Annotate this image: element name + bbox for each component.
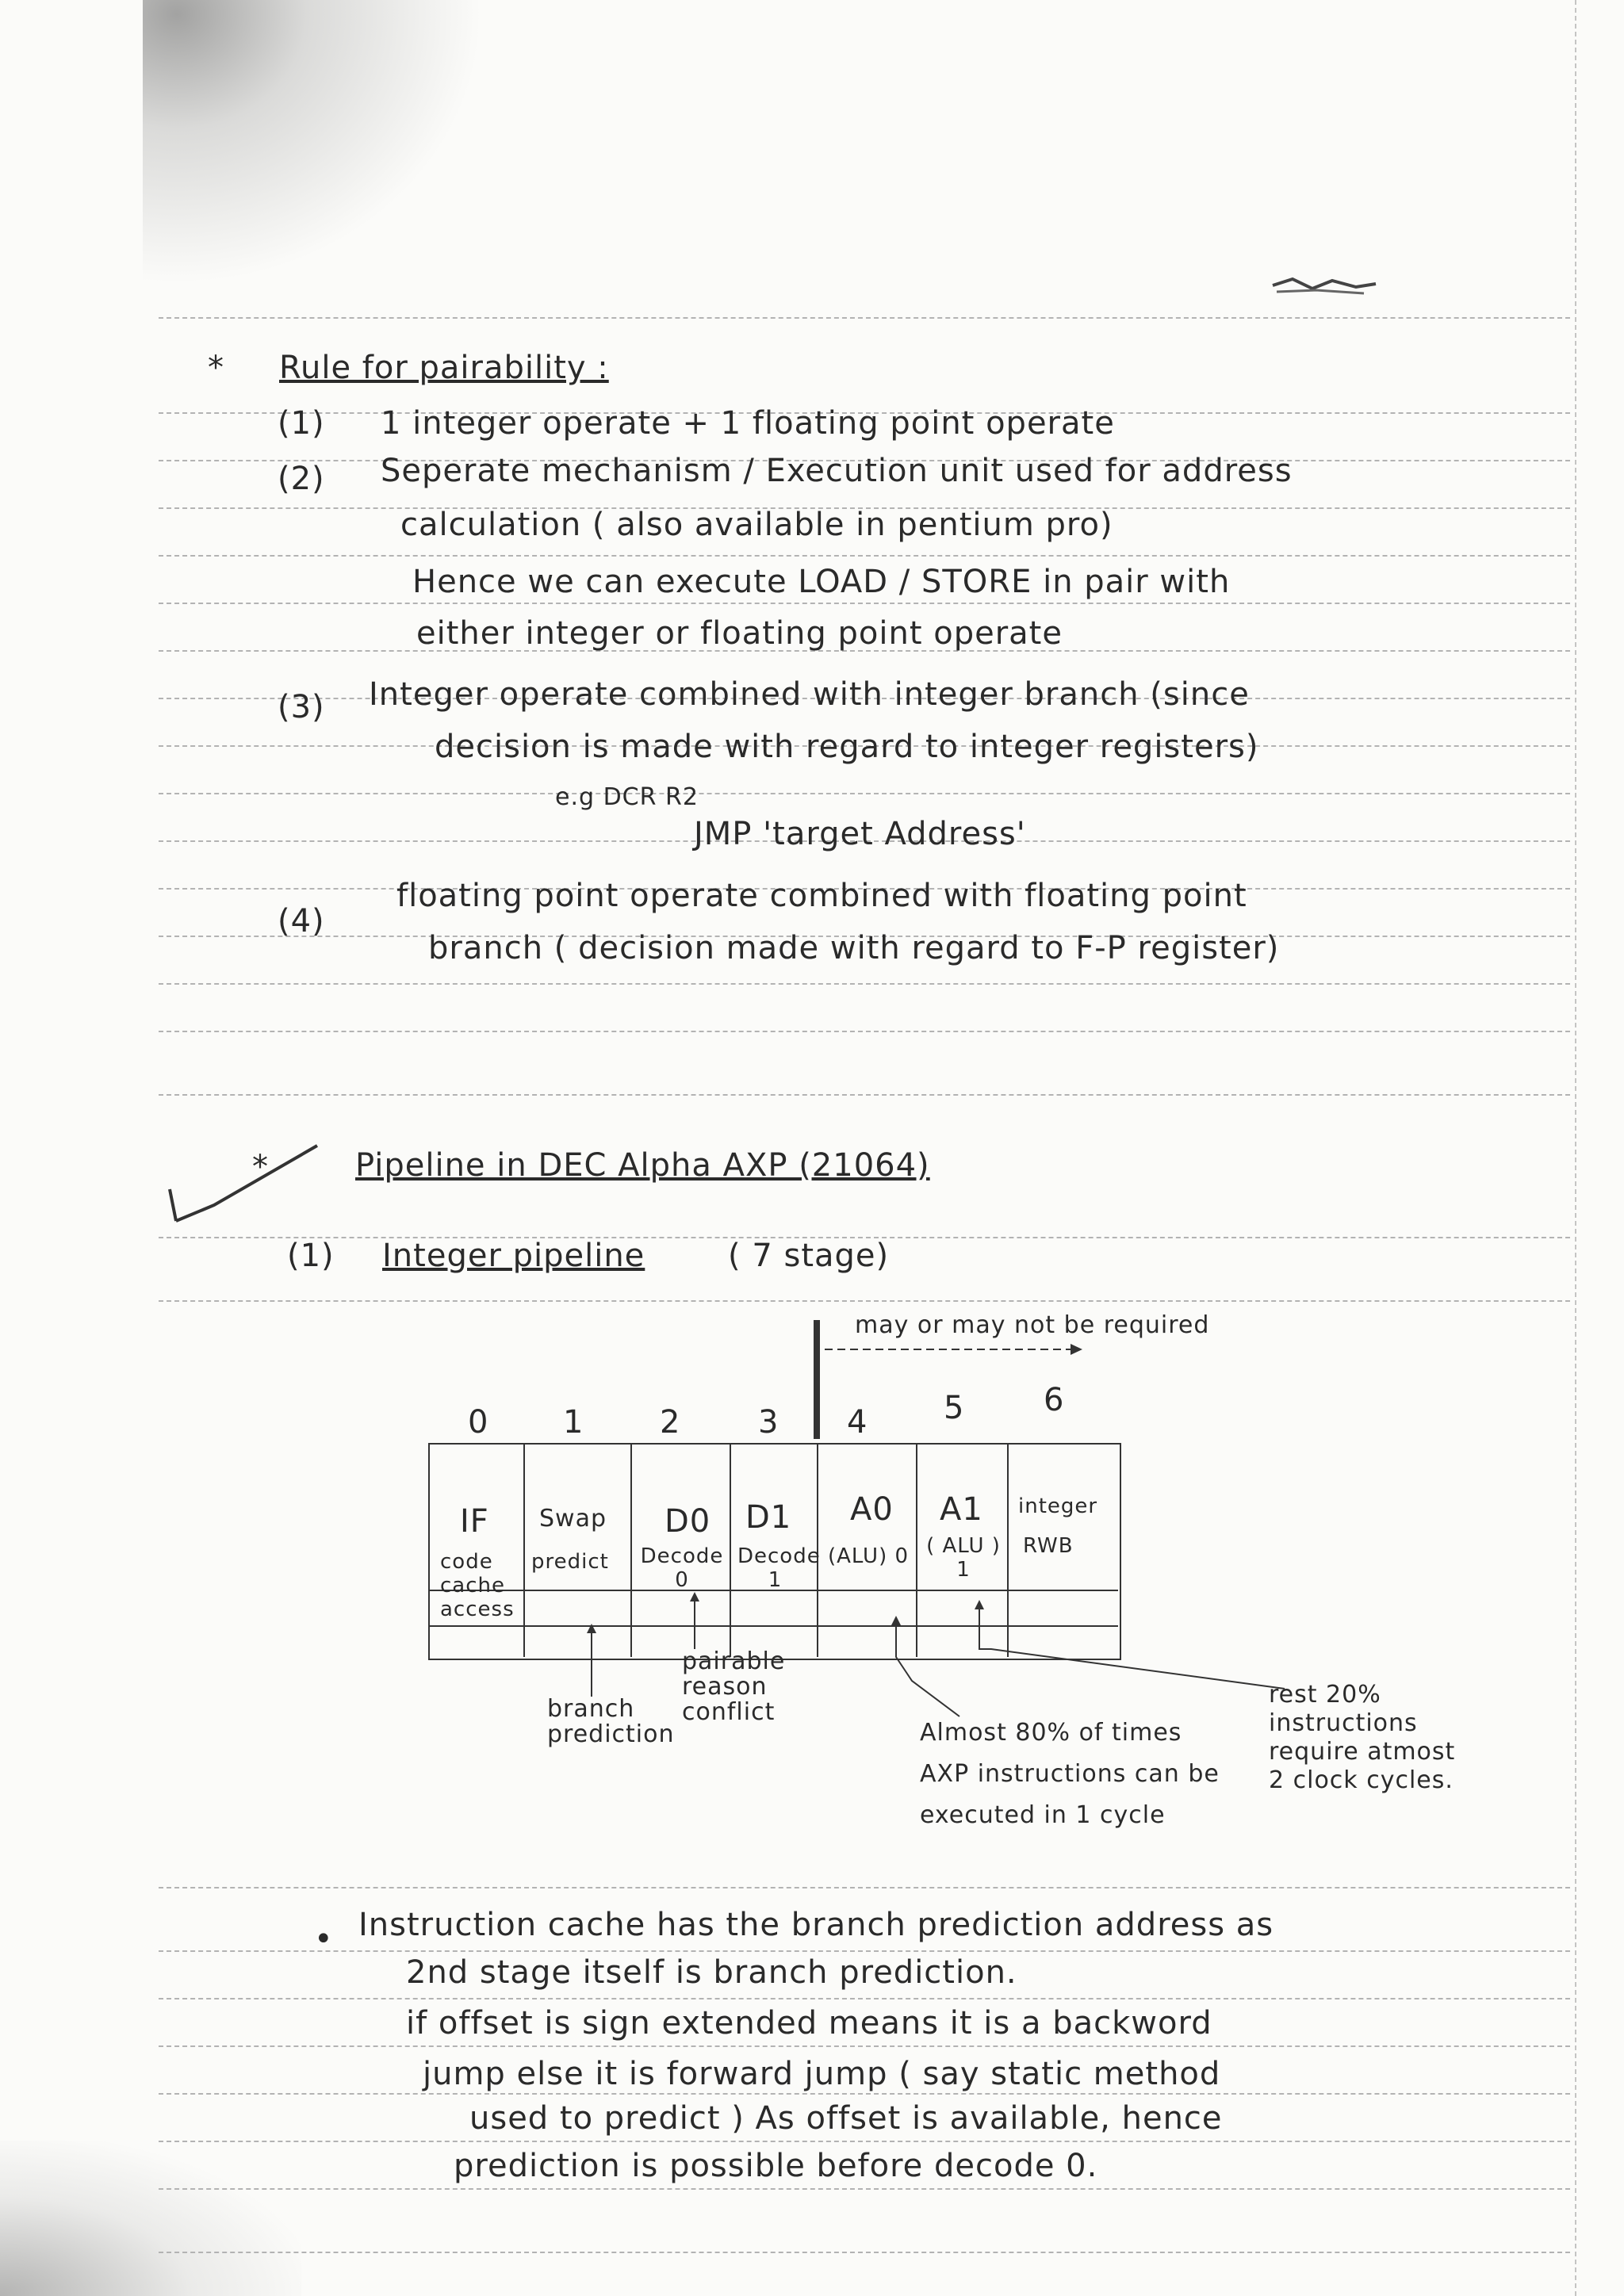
subheading-note: ( 7 stage) xyxy=(728,1238,890,1274)
stage-name: D0 xyxy=(665,1503,711,1540)
bullet-line: used to predict ) As offset is available, hence xyxy=(469,2100,1223,2137)
stage-desc: Decode 1 xyxy=(737,1544,821,1592)
section2-bullet: * xyxy=(252,1149,269,1185)
annotation-almost: Almost 80% of times AXP instructions can be executed in 1 cycle xyxy=(920,1719,1220,1829)
bullet-dot: • xyxy=(314,1921,334,1957)
stage-desc: code cache access xyxy=(440,1550,515,1621)
bullet-line: jump else it is forward jump ( say static method xyxy=(423,2056,1221,2092)
bullet-line: if offset is sign extended means it is a backword xyxy=(406,2005,1212,2042)
stage-number: 4 xyxy=(847,1404,868,1441)
rule-text: Integer operate combined with integer branch (since xyxy=(369,676,1250,713)
subheading: Integer pipeline xyxy=(382,1238,645,1274)
stage-number: 0 xyxy=(468,1404,489,1441)
section2-heading: Pipeline in DEC Alpha AXP (21064) xyxy=(355,1147,930,1184)
stage-name: IF xyxy=(460,1503,489,1540)
stage-name: A0 xyxy=(850,1491,894,1528)
bullet-line: Instruction cache has the branch prediction address as xyxy=(358,1907,1274,1943)
rule-text: e.g DCR R2 xyxy=(555,783,699,811)
rule-text: either integer or floating point operate xyxy=(416,615,1063,652)
stage-number: 5 xyxy=(944,1390,965,1426)
stage-number: 6 xyxy=(1044,1382,1065,1418)
rule-number: (4) xyxy=(278,903,325,939)
rule-text: 1 integer operate + 1 floating point operate xyxy=(381,405,1115,442)
rule-text: decision is made with regard to integer registers) xyxy=(435,729,1259,765)
stage-desc: Decode 0 xyxy=(640,1544,724,1592)
subheading-number: (1) xyxy=(287,1238,335,1274)
rule-text: Seperate mechanism / Execution unit used for address xyxy=(381,453,1293,489)
stage-name: D1 xyxy=(745,1499,792,1536)
stage-number: 1 xyxy=(563,1404,584,1441)
stage-name: Swap xyxy=(539,1505,607,1533)
annotation-pairable: pairable reason conflict xyxy=(682,1647,786,1726)
rule-text: calculation ( also available in pentium pro) xyxy=(400,507,1113,543)
annotation-branch: branch prediction xyxy=(547,1695,675,1748)
rule-number: (2) xyxy=(278,461,325,497)
stage-desc: RWB xyxy=(1023,1534,1074,1558)
stage-desc: (ALU) 0 xyxy=(827,1544,910,1568)
optional-note: may or may not be required xyxy=(855,1311,1210,1339)
stage-name: A1 xyxy=(940,1491,983,1528)
stage-name: integer xyxy=(1018,1494,1098,1518)
annotation-rest: rest 20% instructions require atmost 2 clock cycles. xyxy=(1269,1681,1456,1794)
rule-text: Hence we can execute LOAD / STORE in pair with xyxy=(412,564,1231,600)
stage-desc: ( ALU ) 1 xyxy=(926,1534,1001,1582)
rule-text: branch ( decision made with regard to F-P register) xyxy=(428,930,1280,966)
stage-desc: predict xyxy=(531,1550,609,1574)
bullet-line: prediction is possible before decode 0. xyxy=(454,2148,1098,2184)
rule-text: JMP 'target Address' xyxy=(694,816,1026,852)
rule-number: (1) xyxy=(278,405,325,442)
rule-number: (3) xyxy=(278,689,325,725)
stage-number: 2 xyxy=(660,1404,681,1441)
section1-heading: Rule for pairability : xyxy=(279,350,609,386)
stage-number: 3 xyxy=(758,1404,779,1441)
section1-bullet: * xyxy=(208,350,224,386)
rule-text: floating point operate combined with floating point xyxy=(396,878,1247,914)
bullet-line: 2nd stage itself is branch prediction. xyxy=(406,1954,1017,1991)
